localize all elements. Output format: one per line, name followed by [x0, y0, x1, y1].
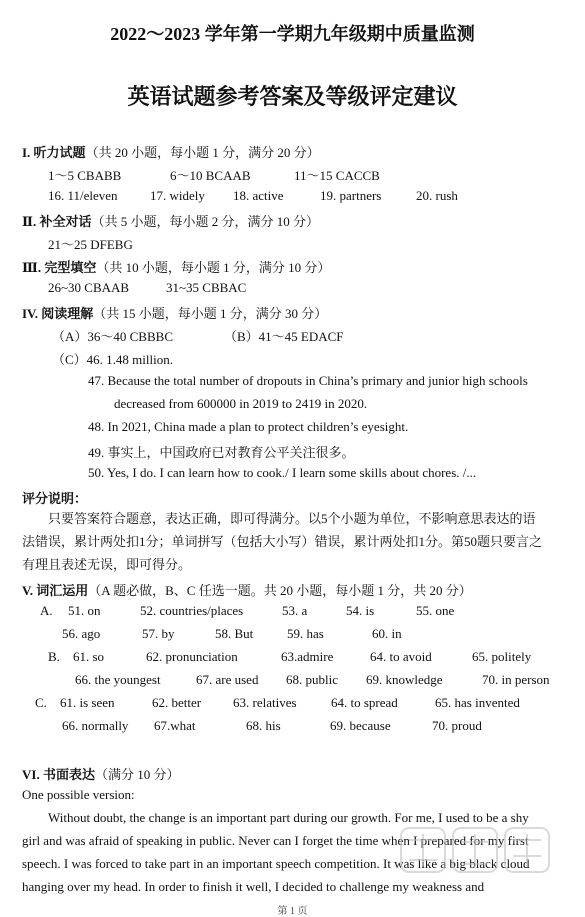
grading-notes: [22, 507, 562, 576]
answer-54: 54. is: [346, 603, 375, 618]
section-5-heading: V. 词汇运用（A 题必做，B、C 任选一题。共 20 小题，每小题 1 分，共 20 分）: [22, 583, 472, 598]
answer-16: 16. 11/eleven: [48, 188, 118, 203]
answer-b-64: 64. to avoid: [370, 649, 432, 664]
answer-18: 18. active: [233, 188, 284, 203]
answer-53: 53. a: [282, 603, 308, 618]
answer-b-69: 69. knowledge: [366, 672, 443, 687]
answer-17: 17. widely: [150, 188, 205, 203]
answer-b-61: 61. so: [73, 649, 105, 664]
answer-51: 51. on: [68, 603, 101, 618]
answer-c-62: 62. better: [152, 695, 202, 710]
answer-55: 55. one: [416, 603, 455, 618]
answer-36-40: （A）36～40 CBBBC: [52, 329, 173, 344]
section-6-heading: VI. 书面表达（满分 10 分）: [22, 767, 180, 782]
answer-49: 49. 事实上，中国政府已对教育公平关注很多。: [88, 445, 355, 460]
answer-b-67: 67. are used: [196, 672, 259, 687]
answer-c-63: 63. relatives: [233, 695, 297, 710]
answer-c-69: 69. because: [330, 718, 391, 733]
answer-c-68: 68. his: [246, 718, 281, 733]
answer-58: 58. But: [215, 626, 254, 641]
answer-47-line2: decreased from 600000 in 2019 to 2419 in 2020.: [114, 396, 368, 411]
answer-b-65: 65. politely: [472, 649, 532, 664]
section-2-heading: Ⅱ. 补全对话（共 5 小题，每小题 2 分，满分 10 分）: [22, 214, 319, 229]
essay-line-4: hanging over my head. In order to finish it well, I decided to challenge my weakness and: [22, 879, 485, 894]
answer-19: 19. partners: [320, 188, 382, 203]
answer-21-25: 21～25 DFEBG: [48, 237, 133, 252]
page-footer: 第 1 页: [277, 906, 308, 917]
exam-subtitle: 英语试题参考答案及等级评定建议: [127, 84, 458, 109]
answer-b-62: 62. pronunciation: [146, 649, 238, 664]
part-b-label: B.: [48, 649, 60, 664]
answer-48: 48. In 2021, China made a plan to protect children’s eyesight.: [88, 419, 409, 434]
section-3-heading: Ⅲ. 完型填空（共 10 小题，每小题 1 分，满分 10 分）: [22, 260, 331, 275]
grading-line-2: 法错误，累计两处扣1分；单词拼写（包括大小写）错误，累计两处扣1分。第50题只要言之: [22, 534, 543, 549]
answer-b-63: 63.admire: [281, 649, 334, 664]
part-a-label: A.: [40, 603, 53, 618]
exam-title: 2022～2023 学年第一学期九年级期中质量监测: [110, 24, 475, 44]
answer-c-61: 61. is seen: [60, 695, 115, 710]
answer-c-67: 67.what: [154, 718, 196, 733]
essay-line-2: girl and was afraid of speaking in public. Never can I forget the time when I prepared for my first: [22, 833, 529, 848]
answer-b-66: 66. the youngest: [75, 672, 161, 687]
answer-c-65: 65. has invented: [435, 695, 520, 710]
essay-line-1: Without doubt, the change is an important part during our growth. For me, I used to be a shy: [48, 810, 529, 825]
answer-56: 56. ago: [62, 626, 101, 641]
answer-11-15: 11～15 CACCB: [294, 168, 380, 183]
answer-c-70: 70. proud: [432, 718, 482, 733]
answer-1-5: 1～5 CBABB: [48, 168, 122, 183]
answer-57: 57. by: [142, 626, 175, 641]
answer-46: （C）46. 1.48 million.: [52, 352, 173, 367]
grading-heading: 评分说明：: [22, 491, 88, 506]
answer-b-70: 70. in person: [482, 672, 550, 687]
answer-60: 60. in: [372, 626, 402, 641]
answer-31-35: 31~35 CBBAC: [166, 280, 247, 295]
section-1-heading: I. 听力试题（共 20 小题，每小题 1 分，满分 20 分）: [22, 145, 320, 160]
answer-41-45: （B）41～45 EDACF: [224, 329, 344, 344]
answer-26-30: 26~30 CBAAB: [48, 280, 130, 295]
answer-c-66: 66. normally: [62, 718, 129, 733]
grading-line-1: 只要答案符合题意，表达正确，即可得满分。以5个小题为单位，不影响意思表达的语: [48, 511, 536, 526]
answer-52: 52. countries/places: [140, 603, 244, 618]
answer-b-68: 68. public: [286, 672, 338, 687]
answer-50: 50. Yes, I do. I can learn how to cook./ I learn some skills about chores. /...: [88, 465, 477, 480]
grading-line-3: 有理且表述无误，即可得分。: [22, 557, 192, 572]
answer-47-line1: 47. Because the total number of dropouts in China’s primary and junior high schools: [88, 373, 528, 388]
answer-6-10: 6～10 BCAAB: [170, 168, 251, 183]
part-c-label: C.: [35, 695, 47, 710]
sample-essay: [22, 806, 562, 898]
possible-version-label: One possible version:: [22, 787, 135, 802]
answer-59: 59. has: [287, 626, 324, 641]
section-4-heading: IV. 阅读理解（共 15 小题，每小题 1 分，满分 30 分）: [22, 306, 328, 321]
answer-c-64: 64. to spread: [331, 695, 398, 710]
essay-line-3: speech. I was forced to take part in an important speech competition. It was like a big black cloud: [22, 856, 530, 871]
answer-20: 20. rush: [416, 188, 458, 203]
